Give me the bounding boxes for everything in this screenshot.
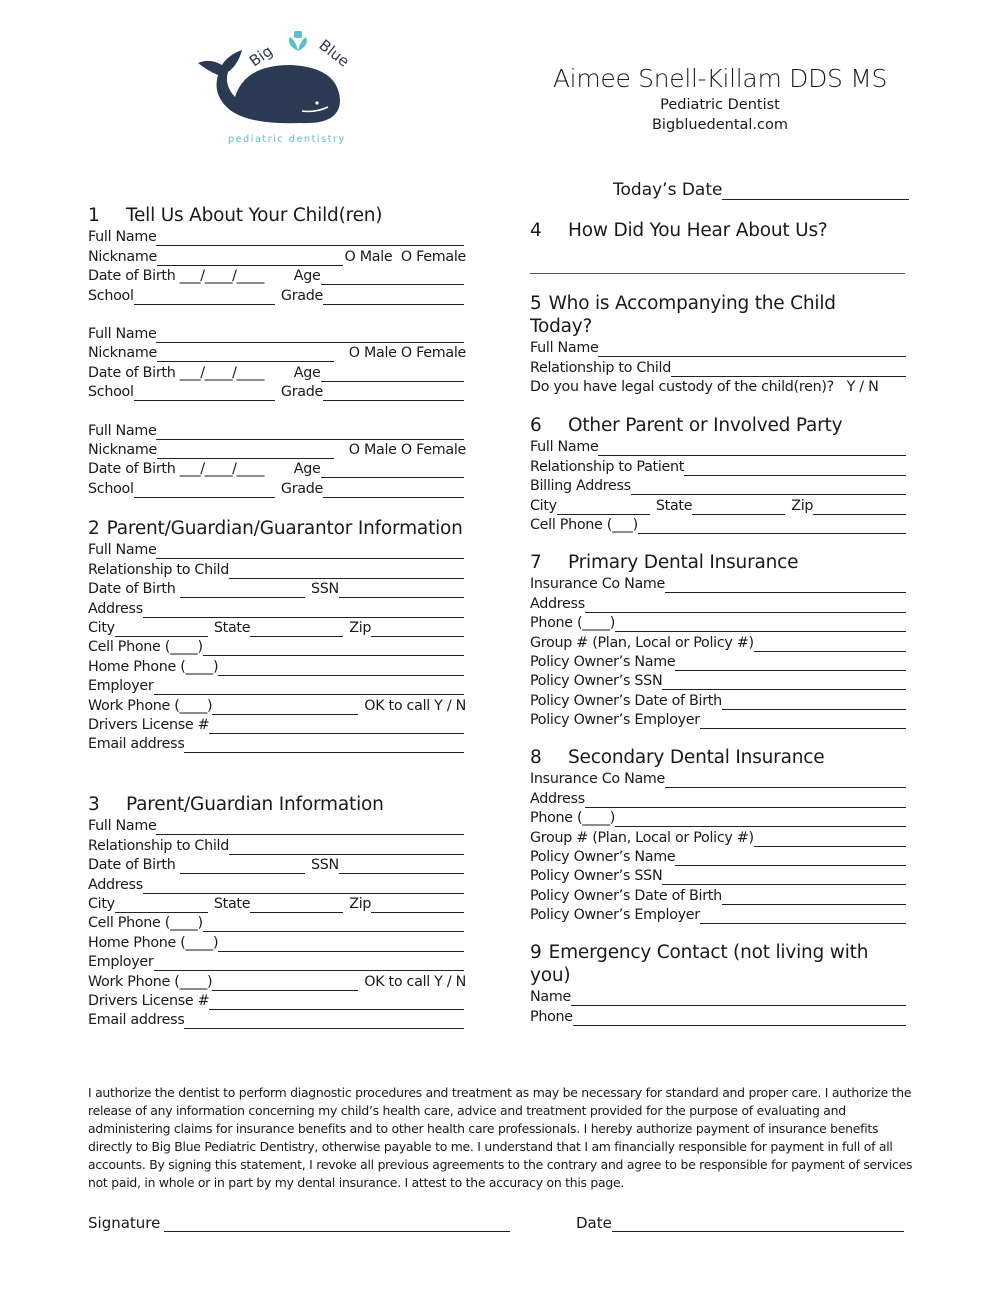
field-input-line[interactable] — [143, 603, 464, 618]
field-input-line[interactable] — [156, 231, 464, 246]
form-row — [88, 991, 466, 1010]
section-title: Primary Dental Insurance — [568, 552, 799, 573]
field-label: Full Name — [88, 325, 157, 342]
field-label: Full Name — [530, 340, 599, 357]
field-input-line[interactable] — [184, 1014, 464, 1029]
form-row — [88, 246, 466, 265]
section-2 — [88, 517, 466, 753]
field-input-line[interactable] — [212, 700, 358, 715]
field-input-line[interactable] — [700, 714, 906, 729]
field-input-line[interactable] — [813, 500, 906, 515]
form-row — [88, 656, 466, 675]
form-row — [88, 343, 466, 362]
form-row — [88, 932, 466, 951]
field-label: Insurance Co Name — [530, 576, 666, 593]
field-label: School — [88, 480, 134, 497]
form-row — [530, 437, 908, 456]
field-label: Work Phone (____) — [88, 697, 213, 714]
section-heading — [530, 219, 908, 242]
section-number: 9 — [530, 942, 542, 963]
form-row — [530, 476, 908, 495]
section-6 — [530, 414, 908, 534]
field-label: Cell Phone (____) — [88, 639, 203, 656]
field-input-line[interactable] — [180, 583, 305, 598]
todays-date-field[interactable] — [613, 180, 911, 200]
section-number: 3 — [88, 794, 100, 815]
field-input-line[interactable] — [218, 937, 464, 952]
date-label: Date — [576, 1214, 612, 1232]
field-label: Zip — [787, 497, 814, 514]
form-row — [88, 913, 466, 932]
form-row — [530, 357, 908, 376]
section-3 — [88, 793, 466, 1029]
field-input-line[interactable] — [675, 851, 906, 866]
section-heading — [530, 551, 908, 574]
field-input-line[interactable] — [154, 680, 465, 695]
field-input-line[interactable] — [662, 675, 906, 690]
field-input-line[interactable] — [203, 917, 464, 932]
field-input-line[interactable] — [585, 793, 906, 808]
field-label: Home Phone (____) — [88, 934, 219, 951]
field-input-line[interactable] — [212, 976, 358, 991]
field-label: O Male O Female — [344, 248, 466, 265]
section-heading — [530, 292, 860, 338]
field-input-line[interactable] — [134, 483, 275, 498]
field-label: O Male O Female — [336, 345, 466, 362]
section-title: Emergency Contact (not living with you) — [530, 942, 869, 986]
field-label: Age — [264, 461, 321, 478]
field-input-line[interactable] — [665, 773, 906, 788]
section-number: 4 — [530, 220, 542, 241]
section-title: How Did You Hear About Us? — [568, 220, 828, 241]
form-row — [88, 227, 466, 246]
dentist-name: Aimee Snell-Killam DDS MS — [552, 64, 888, 93]
form-row — [88, 579, 466, 598]
field-label: OK to call Y / N — [360, 697, 466, 714]
field-input-line[interactable] — [134, 290, 275, 305]
form-row — [88, 440, 466, 459]
form-row — [88, 362, 466, 381]
field-input-line[interactable] — [684, 461, 906, 476]
field-input-line[interactable] — [154, 956, 465, 971]
field-input-line[interactable] — [722, 695, 906, 710]
field-input-line[interactable] — [662, 870, 906, 885]
form-row — [530, 495, 908, 514]
field-label: Group # (Plan, Local or Policy #) — [530, 829, 754, 846]
field-label: State — [209, 895, 251, 912]
signature-label: Signature — [88, 1214, 161, 1232]
section-heading — [530, 746, 908, 769]
form-row — [530, 885, 908, 904]
field-input-line[interactable] — [321, 367, 464, 382]
field-input-line[interactable] — [321, 270, 464, 285]
section-7 — [530, 551, 908, 729]
section-title: Parent/Guardian Information — [126, 794, 384, 815]
field-label: Policy Owner’s Employer — [530, 907, 700, 924]
form-row — [88, 420, 466, 439]
field-label: Address — [88, 876, 143, 893]
authorization-statement: I authorize the dentist to perform diagnostic procedures and treatment as may be necessary for standard and proper care. I authorize the release of any information concerning my child’s health care, advice and treatment provided for the purpose of evaluating and administering claims for insurance benefits and to other health care professionals. I hereby authorize payment of insurance benefits directly to Big Blue Pediatric Dentistry, otherwise payable to me. I understand that I am financially responsible for payment in full of all accounts. By signing this statement, I revoke all previous agreements to the contrary and agree to be responsible for payment of services not paid, in whole or in part by my dental insurance. I attest to the accuracy on this page. — [88, 1085, 913, 1191]
field-input-line[interactable] — [754, 637, 906, 652]
form-row — [530, 769, 908, 788]
field-label: Drivers License # — [88, 716, 210, 733]
field-input-line[interactable] — [157, 347, 334, 362]
field-input-line[interactable] — [157, 444, 334, 459]
section-heading — [530, 941, 880, 987]
field-input-line[interactable] — [218, 661, 464, 676]
field-label: Email address — [88, 1012, 185, 1029]
section-4 — [530, 219, 908, 242]
form-row — [530, 613, 908, 632]
field-input-line[interactable] — [615, 812, 906, 827]
form-row — [88, 715, 466, 734]
field-input-line[interactable] — [229, 564, 464, 579]
field-label: Date of Birth ___/____/____ — [88, 461, 265, 478]
signature-field[interactable] — [88, 1214, 512, 1232]
section-8 — [530, 746, 908, 924]
form-row — [530, 808, 908, 827]
field-label: OK to call Y / N — [360, 973, 466, 990]
todays-date-label: Today’s Date — [613, 180, 723, 200]
field-label: SSN — [306, 857, 339, 874]
field-label: Date of Birth ___/____/____ — [88, 364, 265, 381]
section-number: 8 — [530, 747, 542, 768]
field-label: Full Name — [88, 542, 157, 559]
form-row — [88, 676, 466, 695]
field-input-line[interactable] — [722, 890, 906, 905]
spacer — [88, 401, 466, 420]
form-row — [530, 652, 908, 671]
logo-word-big: Big — [245, 41, 276, 71]
field-label: Relationship to Patient — [530, 458, 685, 475]
field-label: Relationship to Child — [88, 561, 229, 578]
field-label: Name — [530, 989, 571, 1006]
form-row — [88, 695, 466, 714]
field-input-line[interactable] — [321, 463, 464, 478]
section-heading — [88, 517, 466, 540]
field-label: Phone — [530, 1008, 573, 1025]
field-input-line[interactable] — [323, 386, 464, 401]
field-label: Full Name — [88, 818, 157, 835]
form-row — [88, 637, 466, 656]
field-input-line[interactable] — [250, 898, 343, 913]
section-title: Who is Accompanying the Child Today? — [530, 293, 836, 337]
field-input-line[interactable] — [638, 519, 906, 534]
field-label: Date of Birth — [88, 857, 180, 874]
form-row — [88, 459, 466, 478]
field-input-line[interactable] — [156, 328, 464, 343]
section-number: 6 — [530, 415, 542, 436]
form-row — [88, 598, 466, 617]
field-input-line[interactable] — [250, 622, 343, 637]
field-label: Employer — [88, 954, 154, 971]
form-row — [530, 338, 908, 357]
field-label: Full Name — [88, 229, 157, 246]
how-heard-answer-line[interactable] — [530, 273, 905, 274]
field-input-line[interactable] — [184, 738, 464, 753]
field-input-line[interactable] — [157, 251, 343, 266]
logo-word-blue: Blue — [315, 35, 353, 71]
field-input-line[interactable] — [585, 598, 906, 613]
form-row — [88, 382, 466, 401]
field-label: Policy Owner’s Date of Birth — [530, 887, 722, 904]
form-row — [530, 377, 908, 396]
field-input-line[interactable] — [323, 483, 464, 498]
field-label: Policy Owner’s Employer — [530, 712, 700, 729]
field-label: Relationship to Child — [530, 359, 671, 376]
field-label: City — [88, 895, 115, 912]
field-label: Billing Address — [530, 478, 631, 495]
form-row — [88, 1010, 466, 1029]
field-label: Date of Birth — [88, 581, 180, 598]
field-input-line[interactable] — [156, 820, 464, 835]
field-label: Drivers License # — [88, 992, 210, 1009]
field-input-line[interactable] — [143, 879, 464, 894]
section-heading — [88, 204, 466, 227]
form-row — [88, 971, 466, 990]
field-input-line[interactable] — [156, 544, 464, 559]
form-row — [88, 540, 466, 559]
form-row — [530, 671, 908, 690]
field-label: SSN — [306, 581, 339, 598]
field-input-line[interactable] — [675, 656, 906, 671]
logo-tagline: pediatric dentistry — [228, 134, 346, 145]
website: Bigbluedental.com — [651, 117, 788, 133]
field-label: City — [530, 497, 557, 514]
field-label: Employer — [88, 678, 154, 695]
field-label: Relationship to Child — [88, 837, 229, 854]
field-label: State — [209, 619, 251, 636]
field-input-line[interactable] — [115, 898, 208, 913]
field-input-line[interactable] — [631, 480, 906, 495]
section-number: 2 — [88, 518, 100, 539]
section-number: 7 — [530, 552, 542, 573]
form-row — [88, 559, 466, 578]
date-blank[interactable] — [612, 1215, 904, 1232]
field-label: State — [651, 497, 693, 514]
field-label: Do you have legal custody of the child(ren)? Y / N — [530, 379, 879, 396]
form-row — [88, 894, 466, 913]
form-row — [530, 788, 908, 807]
field-label: Grade — [276, 287, 324, 304]
form-row — [530, 847, 908, 866]
field-label: Policy Owner’s Date of Birth — [530, 692, 722, 709]
field-label: Policy Owner’s SSN — [530, 673, 663, 690]
field-input-line[interactable] — [323, 290, 464, 305]
field-label: Zip — [345, 895, 372, 912]
form-row — [88, 324, 466, 343]
field-label: City — [88, 619, 115, 636]
field-label: Date of Birth ___/____/____ — [88, 268, 265, 285]
form-row — [530, 515, 908, 534]
field-label: Nickname — [88, 441, 157, 458]
field-label: Nickname — [88, 248, 157, 265]
field-label: Email address — [88, 736, 185, 753]
field-label: School — [88, 287, 134, 304]
field-label: Work Phone (____) — [88, 973, 213, 990]
field-label: Grade — [276, 384, 324, 401]
field-input-line[interactable] — [598, 441, 906, 456]
field-label: Phone (____) — [530, 615, 615, 632]
section-heading — [530, 414, 908, 437]
section-title: Parent/Guardian/Guarantor Information — [106, 518, 463, 539]
field-input-line[interactable] — [134, 386, 275, 401]
form-row — [88, 952, 466, 971]
field-input-line[interactable] — [598, 342, 906, 357]
big-blue-logo — [190, 25, 360, 150]
field-label: School — [88, 384, 134, 401]
form-row — [530, 593, 908, 612]
form-row — [530, 456, 908, 475]
field-input-line[interactable] — [615, 617, 906, 632]
section-heading — [88, 793, 466, 816]
form-row — [530, 905, 908, 924]
field-input-line[interactable] — [692, 500, 785, 515]
form-row — [530, 632, 908, 651]
field-label: Policy Owner’s Name — [530, 653, 676, 670]
form-row — [88, 734, 466, 753]
section-5 — [530, 292, 908, 396]
field-label: Nickname — [88, 345, 157, 362]
field-label: Policy Owner’s Name — [530, 848, 676, 865]
form-row — [530, 1006, 908, 1025]
form-row — [88, 874, 466, 893]
field-input-line[interactable] — [557, 500, 650, 515]
form-row — [530, 987, 908, 1006]
field-input-line[interactable] — [573, 1011, 906, 1026]
section-9 — [530, 941, 908, 1026]
section-1 — [88, 204, 466, 498]
field-label: Cell Phone (____) — [88, 915, 203, 932]
field-input-line[interactable] — [371, 622, 464, 637]
form-row — [530, 690, 908, 709]
field-label: Policy Owner’s SSN — [530, 868, 663, 885]
field-input-line[interactable] — [229, 840, 464, 855]
section-number: 1 — [88, 205, 100, 226]
field-label: Address — [88, 600, 143, 617]
field-input-line[interactable] — [209, 719, 464, 734]
spacer — [88, 305, 466, 324]
field-input-line[interactable] — [209, 995, 464, 1010]
field-label: Zip — [345, 619, 372, 636]
field-input-line[interactable] — [754, 832, 906, 847]
field-input-line[interactable] — [665, 578, 906, 593]
dentist-title: Pediatric Dentist — [660, 97, 780, 113]
field-label: Phone (____) — [530, 810, 615, 827]
field-label: Address — [530, 595, 585, 612]
form-row — [530, 827, 908, 846]
form-row — [530, 574, 908, 593]
field-label: Group # (Plan, Local or Policy #) — [530, 634, 754, 651]
field-input-line[interactable] — [203, 641, 464, 656]
field-input-line[interactable] — [156, 425, 464, 440]
field-label: Full Name — [88, 422, 157, 439]
form-row — [88, 816, 466, 835]
field-label: Grade — [276, 480, 324, 497]
form-row — [530, 866, 908, 885]
field-label: Full Name — [530, 439, 599, 456]
form-row — [88, 855, 466, 874]
form-row — [88, 618, 466, 637]
section-title: Other Parent or Involved Party — [568, 415, 843, 436]
field-input-line[interactable] — [180, 859, 305, 874]
field-input-line[interactable] — [115, 622, 208, 637]
form-row — [88, 285, 466, 304]
field-label: O Male O Female — [336, 441, 466, 458]
field-label: Age — [264, 268, 321, 285]
field-label: Age — [264, 364, 321, 381]
form-row — [88, 266, 466, 285]
form-row — [88, 478, 466, 497]
signature-blank[interactable] — [164, 1215, 510, 1232]
field-label: Home Phone (____) — [88, 658, 219, 675]
field-input-line[interactable] — [371, 898, 464, 913]
section-number: 5 — [530, 293, 542, 314]
date-field[interactable] — [576, 1214, 906, 1232]
field-label: Cell Phone (___) — [530, 516, 638, 533]
section-title: Tell Us About Your Child(ren) — [126, 205, 383, 226]
field-input-line[interactable] — [571, 991, 906, 1006]
field-input-line[interactable] — [339, 859, 464, 874]
field-input-line[interactable] — [700, 909, 906, 924]
field-input-line[interactable] — [671, 362, 906, 377]
field-label: Insurance Co Name — [530, 771, 666, 788]
section-title: Secondary Dental Insurance — [568, 747, 825, 768]
form-row — [88, 835, 466, 854]
field-input-line[interactable] — [339, 583, 464, 598]
form-row — [530, 710, 908, 729]
field-label: Address — [530, 790, 585, 807]
todays-date-blank[interactable] — [722, 183, 909, 200]
